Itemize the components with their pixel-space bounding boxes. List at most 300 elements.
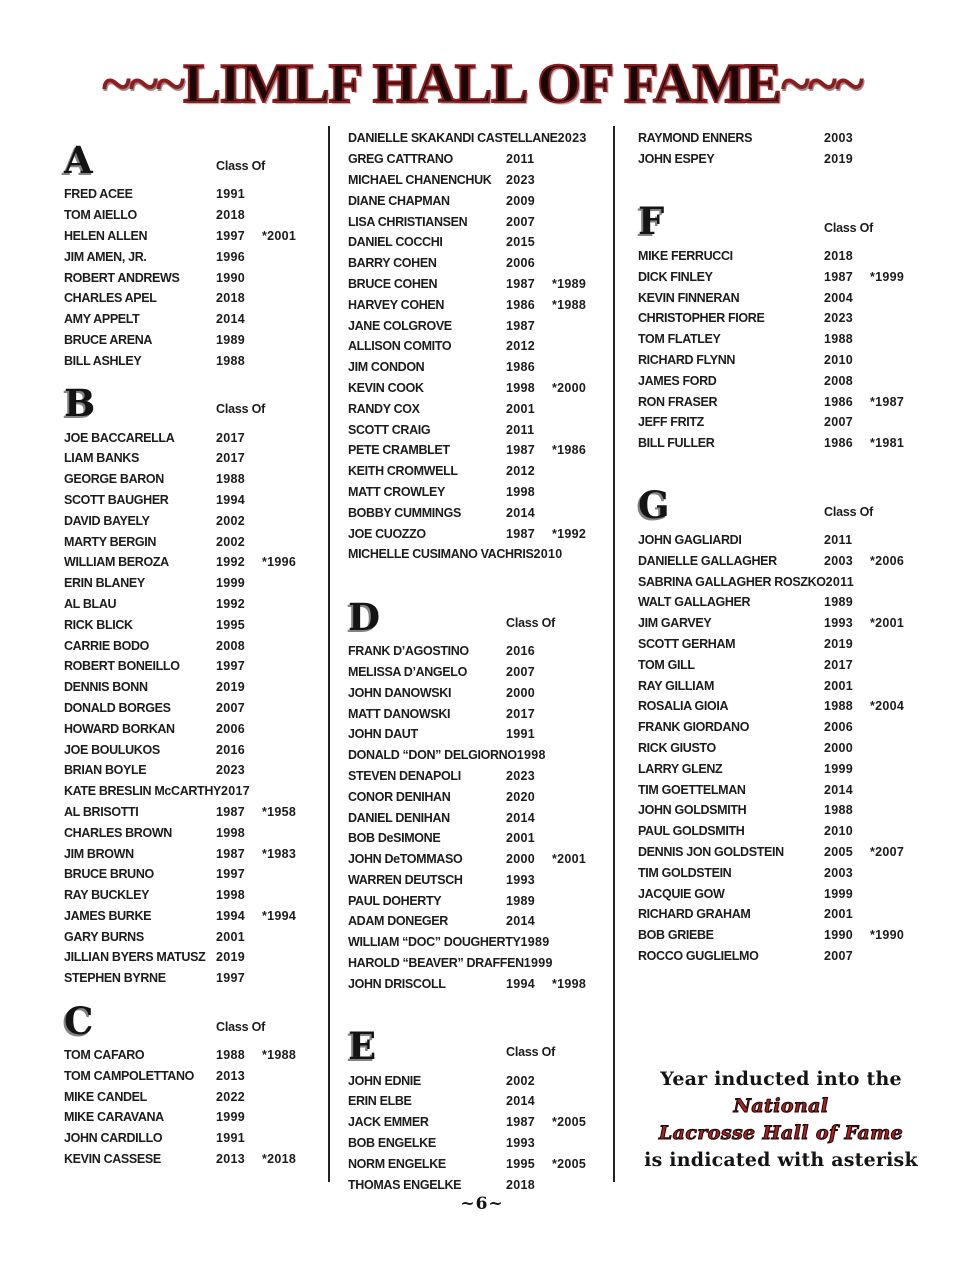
asterisk-footnote — [638, 1066, 924, 1174]
table-row — [348, 766, 606, 787]
class-of-year: 2001 — [506, 401, 536, 416]
section-header-E — [348, 1018, 606, 1069]
inductee-name: RICK BLICK — [64, 617, 133, 632]
class-of-year: 1988 — [216, 353, 246, 368]
inductee-name: JIM BROWN — [64, 846, 134, 861]
national-hof-year: *2004 — [870, 699, 905, 714]
table-row — [348, 849, 606, 870]
table-row — [64, 1107, 316, 1128]
table-row — [348, 336, 606, 357]
inductee-name: CHARLES BROWN — [64, 825, 172, 840]
inductee-name: LIAM BANKS — [64, 451, 139, 466]
class-of-year: 2007 — [506, 214, 536, 229]
inductee-name: DANIELLE SKAKANDI CASTELLANE — [348, 131, 558, 146]
table-row — [638, 530, 924, 551]
table-row — [638, 634, 924, 655]
class-of-year: 1998 — [516, 748, 546, 763]
inductee-name: BOB ENGELKE — [348, 1136, 436, 1151]
table-row — [348, 128, 606, 149]
inductee-name: WILLIAM “DOC” DOUGHERTY — [348, 935, 521, 950]
table-row — [638, 550, 924, 571]
inductee-name: ROCCO GUGLIELMO — [638, 948, 759, 963]
table-row — [638, 613, 924, 634]
inductee-name: TOM AIELLO — [64, 208, 137, 223]
inductee-name: BILL ASHLEY — [64, 353, 142, 368]
class-of-year: 2002 — [506, 1073, 536, 1088]
class-of-year: 2019 — [824, 152, 854, 167]
inductee-name: ROSALIA GIOIA — [638, 699, 729, 714]
inductee-name: RICK GIUSTO — [638, 740, 716, 755]
inductee-name: MELISSA D’ANGELO — [348, 664, 467, 679]
class-of-year: 2000 — [824, 740, 854, 755]
class-of-year: 2008 — [216, 638, 246, 653]
table-row — [638, 842, 924, 863]
inductee-name: THOMAS ENGELKE — [348, 1177, 462, 1192]
class-of-year: 1997 — [216, 659, 246, 674]
class-of-year: 2011 — [506, 422, 535, 437]
inductee-name: JOHN EDNIE — [348, 1073, 421, 1088]
class-of-year: 1997 — [216, 867, 246, 882]
table-row — [638, 800, 924, 821]
class-of-year: 2014 — [506, 1094, 536, 1109]
inductee-name: JANE COLGROVE — [348, 318, 452, 333]
table-row — [638, 904, 924, 925]
class-of-year: 2019 — [216, 680, 246, 695]
table-row — [348, 786, 606, 807]
section-header-B — [64, 375, 316, 426]
table-row — [64, 288, 316, 309]
table-row — [638, 758, 924, 779]
class-of-year: 2018 — [216, 291, 246, 306]
inductee-name: DAVID BAYELY — [64, 513, 150, 528]
table-row — [348, 274, 606, 295]
table-row — [348, 190, 606, 211]
inductee-name: MICHAEL CHANENCHUK — [348, 172, 492, 187]
inductee-name: BILL FULLER — [638, 436, 715, 451]
table-row — [64, 330, 316, 351]
table-row — [64, 246, 316, 267]
inductee-name: STEVEN DENAPOLI — [348, 768, 461, 783]
inductee-name: KEITH CROMWELL — [348, 464, 458, 479]
class-of-year: 2007 — [824, 948, 854, 963]
inductee-name: BARRY COHEN — [348, 256, 437, 271]
class-of-label: Class Of — [216, 159, 266, 173]
class-of-year: 2023 — [506, 768, 536, 783]
table-row — [348, 523, 606, 544]
class-of-year: 1989 — [506, 893, 536, 908]
inductee-name: ADAM DONEGER — [348, 914, 448, 929]
class-of-year: 1998 — [216, 888, 246, 903]
table-row — [64, 635, 316, 656]
class-of-year: 1999 — [523, 956, 553, 971]
inductee-name: DANIEL DENIHAN — [348, 810, 450, 825]
inductee-name: TIM GOETTELMAN — [638, 782, 746, 797]
inductee-name: JOHN CARDILLO — [64, 1131, 163, 1146]
inductee-name: MIKE CANDEL — [64, 1089, 147, 1104]
inductee-name: JOHN DANOWSKI — [348, 685, 452, 700]
inductee-name: TOM CAMPOLETTANO — [64, 1068, 195, 1083]
table-row — [348, 357, 606, 378]
table-row — [348, 1153, 606, 1174]
section-continuation — [638, 128, 924, 170]
table-row — [348, 828, 606, 849]
class-of-year: 2001 — [506, 831, 536, 846]
class-of-year: 2014 — [216, 312, 246, 327]
section-G — [638, 478, 924, 967]
table-row — [638, 654, 924, 675]
class-of-year: 2002 — [216, 513, 246, 528]
class-of-year: 2003 — [824, 553, 854, 568]
class-of-year: 1998 — [216, 825, 246, 840]
table-row — [348, 170, 606, 191]
table-row — [348, 932, 606, 953]
table-row — [348, 544, 606, 565]
class-of-year: 1991 — [216, 1131, 246, 1146]
table-row — [638, 370, 924, 391]
table-row — [638, 329, 924, 350]
class-of-year: 2017 — [216, 430, 246, 445]
footnote-line-3: Lacrosse Hall of Fame — [658, 1122, 904, 1145]
class-of-year: 1988 — [216, 1048, 246, 1063]
national-hof-year: *2005 — [552, 1115, 587, 1130]
inductee-name: JACQUIE GOW — [638, 886, 725, 901]
inductee-name: LARRY GLENZ — [638, 761, 723, 776]
class-of-year: 2000 — [506, 852, 536, 867]
table-row — [64, 594, 316, 615]
inductee-name: JEFF FRITZ — [638, 415, 704, 430]
class-of-label: Class Of — [216, 1019, 266, 1034]
inductee-name: HOWARD BORKAN — [64, 721, 175, 736]
table-row — [64, 864, 316, 885]
table-row — [348, 211, 606, 232]
table-row — [638, 946, 924, 967]
table-row — [638, 433, 924, 454]
table-row — [638, 862, 924, 883]
table-row — [64, 350, 316, 371]
class-of-year: 2010 — [533, 547, 563, 562]
class-of-year: 1987 — [506, 526, 536, 541]
inductee-name: HARVEY COHEN — [348, 297, 445, 312]
table-row — [348, 1174, 606, 1195]
class-of-year: 2017 — [221, 784, 251, 799]
inductee-name: SCOTT GERHAM — [638, 636, 736, 651]
class-of-year: 2012 — [506, 339, 536, 354]
section-E — [348, 1018, 606, 1195]
class-of-year: 1986 — [824, 394, 854, 409]
class-of-year: 2018 — [824, 248, 854, 263]
section-header-A — [64, 132, 316, 182]
table-row — [348, 641, 606, 662]
inductee-name: TOM FLATLEY — [638, 332, 721, 347]
table-row — [348, 973, 606, 994]
inductee-name: BOB GRIEBE — [638, 928, 714, 943]
table-row — [348, 911, 606, 932]
class-of-year: 2017 — [216, 451, 246, 466]
class-of-year: 1999 — [216, 1110, 246, 1125]
inductee-name: WALT GALLAGHER — [638, 595, 751, 610]
class-of-year: 2015 — [506, 235, 536, 250]
inductee-name: JOE BOULUKOS — [64, 742, 160, 757]
inductee-name: KATE BRESLIN McCARTHY — [64, 784, 222, 799]
class-of-year: 2008 — [824, 373, 854, 388]
footnote-line-2: National — [733, 1095, 829, 1118]
class-of-year: 2003 — [824, 865, 854, 880]
inductee-name: FRANK D’AGOSTINO — [348, 644, 469, 659]
class-of-year: 1993 — [506, 1136, 536, 1151]
inductee-name: STEPHEN BYRNE — [64, 971, 166, 986]
table-row — [64, 739, 316, 760]
section-D — [348, 589, 606, 995]
table-row — [64, 469, 316, 490]
page-title — [0, 52, 964, 116]
class-of-year: 2023 — [506, 172, 536, 187]
table-row — [638, 571, 924, 592]
class-of-year: 2004 — [824, 290, 854, 305]
class-of-year: 1987 — [824, 269, 854, 284]
table-row — [64, 614, 316, 635]
class-of-year: 1989 — [824, 595, 854, 610]
class-of-year: 2016 — [506, 644, 536, 659]
inductee-name: JIM GARVEY — [638, 616, 712, 631]
inductee-name: JOHN ESPEY — [638, 152, 715, 167]
class-of-year: 2011 — [506, 152, 535, 167]
national-hof-year: *2005 — [552, 1156, 587, 1171]
inductee-name: DIANE CHAPMAN — [348, 193, 450, 208]
section-header-D — [348, 589, 606, 639]
class-of-year: 1988 — [216, 472, 246, 487]
national-hof-year: *2006 — [870, 553, 905, 568]
class-of-year: 2011 — [824, 532, 853, 547]
table-row — [348, 1070, 606, 1091]
class-of-year: 2014 — [824, 782, 854, 797]
inductee-name: MATT CROWLEY — [348, 484, 445, 499]
inductee-name: JOHN DeTOMMASO — [348, 852, 463, 867]
class-of-year: 1990 — [216, 270, 246, 285]
class-of-year: 2006 — [506, 256, 536, 271]
inductee-name: LISA CHRISTIANSEN — [348, 214, 468, 229]
table-row — [638, 128, 924, 149]
table-row — [638, 675, 924, 696]
class-of-year: 1987 — [216, 804, 246, 819]
inductee-name: DICK FINLEY — [638, 269, 713, 284]
class-of-year: 1998 — [506, 380, 536, 395]
inductee-name: CHARLES APEL — [64, 291, 157, 306]
class-of-year: 2019 — [216, 950, 246, 965]
table-row — [638, 592, 924, 613]
national-hof-year: *1992 — [552, 526, 587, 541]
table-row — [64, 718, 316, 739]
class-of-year: 1994 — [216, 908, 246, 923]
table-row — [348, 419, 606, 440]
national-hof-year: *1998 — [552, 976, 587, 991]
inductee-name: DANIELLE GALLAGHER — [638, 553, 777, 568]
national-hof-year: *2000 — [552, 380, 587, 395]
table-row — [638, 391, 924, 412]
inductee-name: CONOR DENIHAN — [348, 789, 451, 804]
inductee-name: TOM GILL — [638, 657, 695, 672]
table-row — [64, 510, 316, 531]
inductee-name: JIM CONDON — [348, 360, 425, 375]
class-of-year: 2020 — [506, 789, 536, 804]
inductee-name: JACK EMMER — [348, 1115, 429, 1130]
inductee-name: DENNIS JON GOLDSTEIN — [638, 844, 784, 859]
class-of-year: 1986 — [506, 297, 536, 312]
table-row — [64, 1128, 316, 1149]
table-row — [64, 843, 316, 864]
section-continuation — [348, 128, 606, 565]
inductee-name: TOM CAFARO — [64, 1048, 145, 1063]
class-of-year: 1988 — [824, 803, 854, 818]
class-of-year: 1990 — [824, 928, 854, 943]
national-hof-year: *2001 — [870, 616, 905, 631]
table-row — [64, 267, 316, 288]
table-row — [348, 253, 606, 274]
inductee-name: WARREN DEUTSCH — [348, 872, 463, 887]
inductee-name: GEORGE BARON — [64, 472, 164, 487]
inductee-name: MICHELLE CUSIMANO VACHRIS — [348, 547, 534, 562]
section-letter: B — [64, 381, 96, 426]
class-of-year: 2002 — [216, 534, 246, 549]
class-of-year: 1987 — [506, 443, 536, 458]
class-of-year: 2013 — [216, 1068, 246, 1083]
inductee-name: JILLIAN BYERS MATUSZ — [64, 950, 206, 965]
national-hof-year: *1958 — [262, 804, 297, 819]
inductee-name: JIM AMEN, JR. — [64, 249, 147, 264]
inductee-name: BRUCE BRUNO — [64, 867, 154, 882]
inductee-name: RANDY COX — [348, 401, 420, 416]
column-3-lists — [638, 128, 924, 966]
section-letter: C — [64, 998, 94, 1043]
class-of-year: 1991 — [216, 187, 246, 202]
table-row — [638, 779, 924, 800]
class-of-label: Class Of — [824, 220, 874, 235]
inductee-name: RICHARD GRAHAM — [638, 907, 751, 922]
class-of-year: 2011 — [825, 574, 854, 589]
inductee-name: NORM ENGELKE — [348, 1156, 446, 1171]
inductee-name: AL BRISOTTI — [64, 804, 139, 819]
inductee-name: KEVIN COOK — [348, 380, 424, 395]
class-of-year: 1988 — [824, 699, 854, 714]
inductee-name: RICHARD FLYNN — [638, 352, 736, 367]
table-row — [64, 226, 316, 247]
class-of-year: 1987 — [506, 318, 536, 333]
class-of-year: 1989 — [520, 935, 550, 950]
table-row — [64, 184, 316, 205]
class-of-year: 1996 — [216, 249, 246, 264]
class-of-label: Class Of — [824, 504, 874, 519]
table-row — [64, 427, 316, 448]
table-row — [638, 883, 924, 904]
national-hof-year: *1994 — [262, 908, 297, 923]
table-row — [638, 308, 924, 329]
table-row — [348, 440, 606, 461]
table-row — [348, 1133, 606, 1154]
class-of-year: 1999 — [824, 886, 854, 901]
class-of-year: 1993 — [824, 616, 854, 631]
class-of-year: 2017 — [506, 706, 536, 721]
section-C — [64, 993, 316, 1170]
section-header-G — [638, 478, 924, 528]
class-of-year: 1987 — [216, 846, 246, 861]
class-of-year: 1993 — [506, 872, 536, 887]
inductee-name: JAMES BURKE — [64, 908, 152, 923]
inductee-name: CHRISTOPHER FIORE — [638, 311, 765, 326]
inductee-name: BOB DeSIMONE — [348, 831, 441, 846]
table-row — [348, 682, 606, 703]
class-of-year: 2006 — [824, 720, 854, 735]
class-of-year: 2000 — [506, 685, 536, 700]
inductee-name: PETE CRAMBLET — [348, 443, 450, 458]
title-text: LIMLF HALL OF FAME — [183, 53, 781, 115]
table-row — [348, 398, 606, 419]
class-of-year: 2012 — [506, 464, 536, 479]
table-row — [64, 656, 316, 677]
national-hof-year: *1989 — [552, 276, 587, 291]
class-of-year: 1986 — [824, 436, 854, 451]
national-hof-year: *2018 — [262, 1152, 297, 1167]
class-of-year: 1986 — [506, 360, 536, 375]
class-of-year: 1995 — [216, 617, 246, 632]
national-hof-year: *1986 — [552, 443, 587, 458]
class-of-year: 2007 — [824, 415, 854, 430]
section-F — [638, 194, 924, 454]
national-hof-year: *1988 — [262, 1048, 297, 1063]
class-of-year: 2014 — [506, 914, 536, 929]
table-row — [638, 412, 924, 433]
table-row — [348, 461, 606, 482]
section-letter: F — [638, 199, 665, 244]
inductee-name: MARTY BERGIN — [64, 534, 157, 549]
table-row — [64, 760, 316, 781]
inductee-name: RAYMOND ENNERS — [638, 131, 753, 146]
class-of-year: 2018 — [216, 208, 246, 223]
inductee-name: DONALD “DON” DELGIORNO — [348, 748, 517, 763]
inductee-name: ROBERT BONEILLO — [64, 659, 180, 674]
inductee-name: RAY BUCKLEY — [64, 888, 150, 903]
inductee-name: MIKE CARAVANA — [64, 1110, 164, 1125]
table-row — [64, 926, 316, 947]
table-row — [348, 232, 606, 253]
column-divider-1 — [328, 126, 330, 1182]
inductee-name: BRUCE COHEN — [348, 276, 438, 291]
column-3 — [638, 128, 924, 1174]
inductee-name: DONALD BORGES — [64, 700, 171, 715]
inductee-name: ALLISON COMITO — [348, 339, 452, 354]
inductee-name: JOHN DAUT — [348, 727, 418, 742]
class-of-year: 1988 — [824, 332, 854, 347]
table-row — [638, 821, 924, 842]
class-of-year: 1997 — [216, 971, 246, 986]
class-of-year: 2014 — [506, 505, 536, 520]
class-of-year: 2014 — [506, 810, 536, 825]
inductee-name: JOHN GOLDSMITH — [638, 803, 747, 818]
inductee-name: RON FRASER — [638, 394, 718, 409]
national-hof-year: *1999 — [870, 269, 905, 284]
inductee-name: CARRIE BODO — [64, 638, 150, 653]
section-header-C — [64, 993, 316, 1043]
section-letter: D — [348, 594, 381, 639]
class-of-year: 2010 — [824, 352, 854, 367]
inductee-name: HELEN ALLEN — [64, 228, 148, 243]
class-of-label: Class Of — [506, 1045, 556, 1060]
inductee-name: HAROLD “BEAVER” DRAFFEN — [348, 956, 524, 971]
inductee-name: KEVIN CASSESE — [64, 1152, 161, 1167]
table-row — [348, 294, 606, 315]
inductee-name: WILLIAM BEROZA — [64, 555, 169, 570]
table-row — [64, 781, 316, 802]
table-row — [348, 502, 606, 523]
class-of-year: 2001 — [216, 929, 246, 944]
